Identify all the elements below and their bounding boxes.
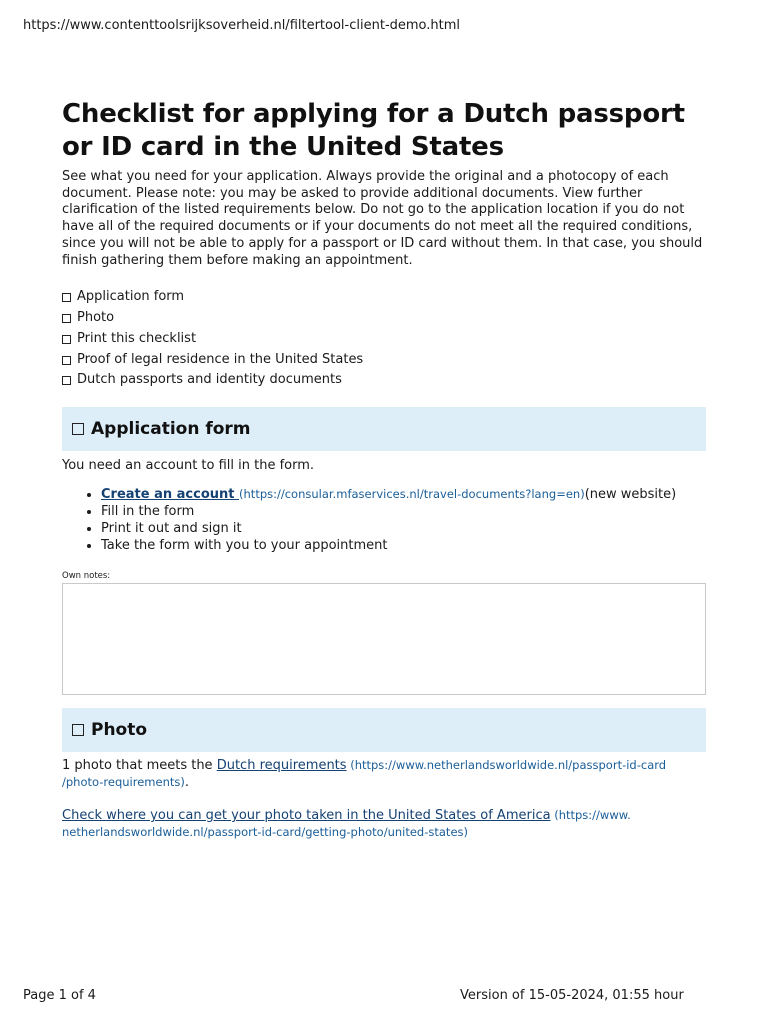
list-item: • Fill in the form — [101, 503, 706, 520]
photo-requirements-paragraph — [62, 757, 706, 791]
create-account-url: (https://consular.mfaservices.nl/travel-documents?lang=en) — [239, 487, 585, 502]
section-heading-label: Photo — [91, 720, 148, 741]
create-account-suffix: (new website) — [584, 487, 677, 503]
photo-location-paragraph — [62, 807, 706, 841]
intro-paragraph: See what you need for your application. Always provide the original and a photocopy of each document. Please note: you may be asked to provide additional documents. View further clarification of the listed requirements below. Do not go to the application location if you do not have all of the required documents or if your documents do not meet all the required conditions, since you will not be able to apply for a passport or ID card without them. In that case, you should finish gathering them before making an appointment. — [62, 169, 703, 268]
list-item — [101, 486, 706, 503]
page-title: Checklist for applying for a Dutch passport or ID card in the United States — [62, 99, 685, 162]
checkbox-icon[interactable] — [62, 376, 71, 385]
checklist-item[interactable] — [62, 350, 706, 371]
checklist-item[interactable] — [62, 308, 706, 329]
own-notes-label: Own notes: — [62, 571, 111, 582]
section-heading-photo — [62, 708, 706, 752]
list-item: • Take the form with you to your appointment — [101, 537, 706, 554]
summary-checklist — [62, 287, 706, 391]
own-notes-box — [62, 583, 706, 695]
checkbox-icon[interactable] — [72, 724, 84, 736]
checklist-item[interactable] — [62, 370, 706, 391]
photo-text-suffix: . — [184, 775, 189, 791]
photo-text: 1 photo that meets the — [62, 758, 217, 774]
create-account-link[interactable]: Create an account — [101, 487, 240, 503]
dutch-requirements-url-cont: /photo-requirements) — [62, 775, 185, 790]
checkbox-icon[interactable] — [62, 335, 71, 344]
list-item: • Print it out and sign it — [101, 520, 706, 537]
checklist-item[interactable] — [62, 329, 706, 350]
checklist-item-label: Proof of legal residence in the United States — [77, 351, 364, 367]
page-url-header: https://www.contenttoolsrijksoverheid.nl/filtertool-client-demo.html — [23, 18, 461, 33]
checklist-item-label: Dutch passports and identity documents — [77, 372, 342, 388]
checklist-item-label: Photo — [77, 310, 115, 326]
checkbox-icon[interactable] — [62, 293, 71, 302]
checkbox-icon[interactable] — [62, 314, 71, 323]
document-content — [62, 98, 706, 841]
application-form-intro: You need an account to fill in the form. — [62, 458, 315, 474]
checkbox-icon[interactable] — [72, 423, 84, 435]
photo-location-url: (https://www. — [550, 808, 631, 823]
version-date: Version of 15-05-2024, 01:55 hour — [460, 988, 684, 1003]
section-heading-application-form — [62, 407, 706, 451]
photo-location-link[interactable]: Check where you can get your photo taken in the United States of America — [62, 808, 551, 824]
dutch-requirements-url: (https://www.netherlandsworldwide.nl/passport-id-card — [346, 758, 667, 773]
checklist-item-label: Application form — [77, 289, 185, 305]
page-number: Page 1 of 4 — [23, 988, 96, 1003]
photo-location-url-cont: netherlandsworldwide.nl/passport-id-card/getting-photo/united-states) — [62, 825, 468, 840]
checklist-item-label: Print this checklist — [77, 330, 197, 346]
dutch-requirements-link[interactable]: Dutch requirements — [216, 758, 347, 774]
application-form-steps — [62, 486, 706, 554]
checklist-item[interactable] — [62, 287, 706, 308]
checkbox-icon[interactable] — [62, 356, 71, 365]
section-heading-label: Application form — [91, 419, 251, 440]
